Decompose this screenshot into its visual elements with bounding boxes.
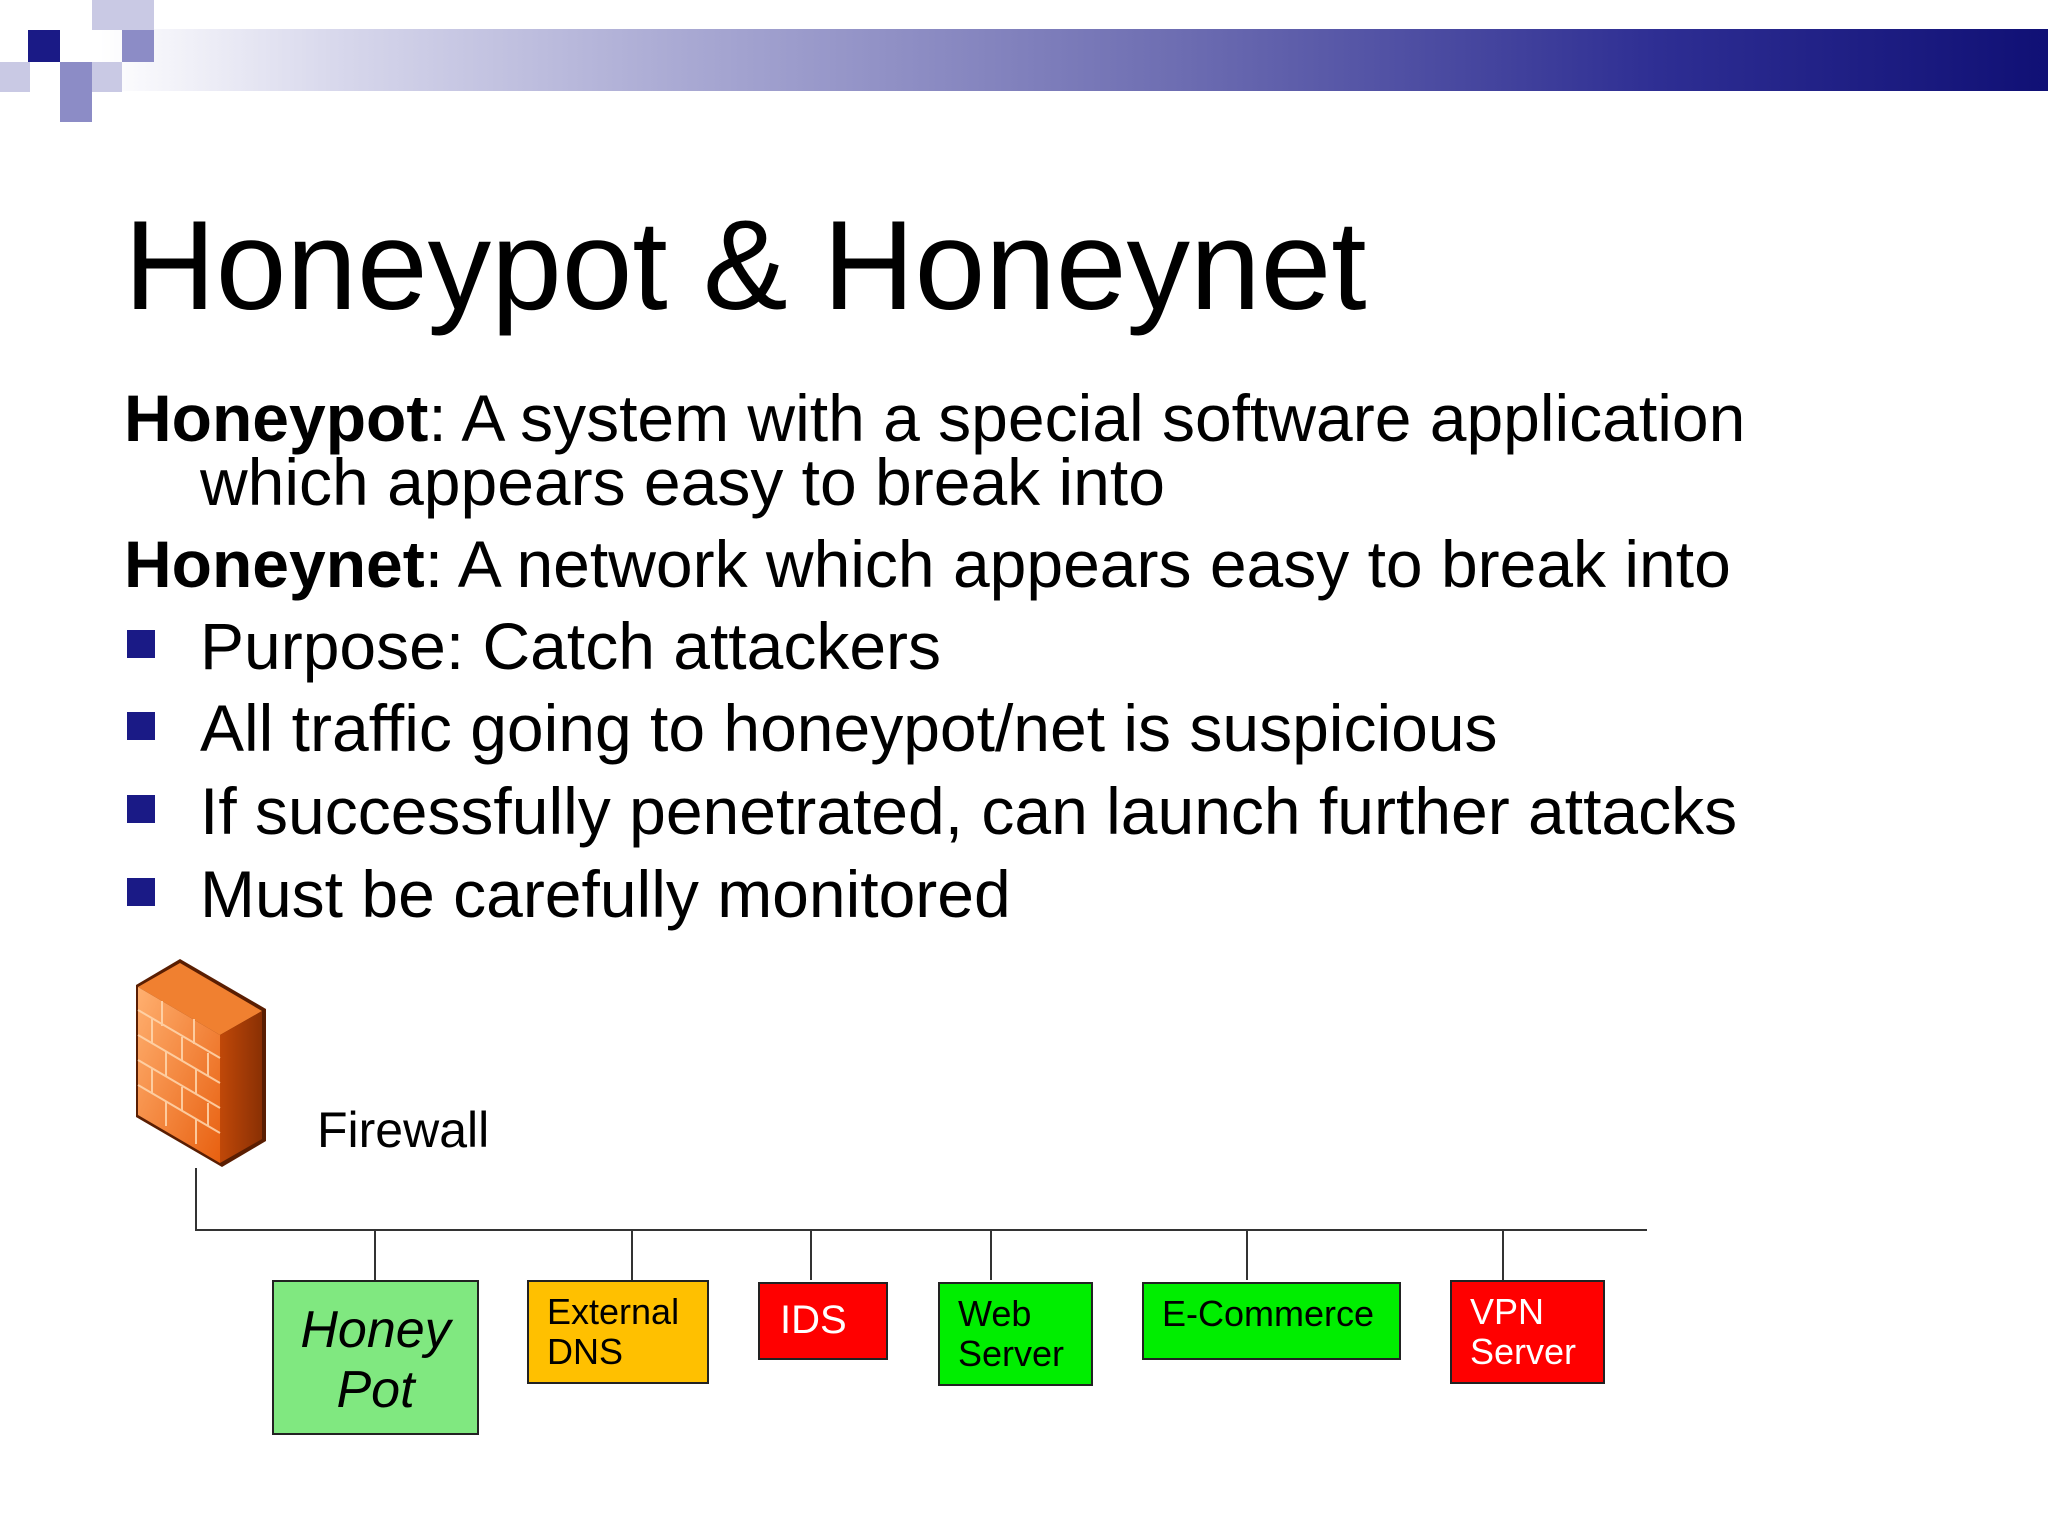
drop-line-dns <box>631 1229 633 1280</box>
honeypot-definition <box>124 381 1745 455</box>
ecommerce-node-label: E-Commerce <box>1162 1293 1375 1334</box>
external-dns-node <box>527 1280 709 1384</box>
honeynet-def-text: : A network which appears easy to break into <box>424 527 1731 601</box>
header-deco-square <box>60 92 92 122</box>
bullet-text: Must be carefully monitored <box>200 857 1011 931</box>
drop-line-honeypot <box>374 1229 376 1280</box>
drop-line-web <box>990 1229 992 1280</box>
header-deco-square <box>60 62 92 92</box>
drop-line-vpn <box>1502 1229 1504 1280</box>
external-dns-node-line2: DNS <box>547 1331 624 1372</box>
vpn-server-node-line1: VPN <box>1470 1291 1545 1332</box>
header-deco-square <box>92 62 122 92</box>
firewall-icon <box>132 955 272 1170</box>
bullet-text: Purpose: Catch attackers <box>200 609 942 683</box>
vpn-server-node-line2: Server <box>1470 1331 1577 1372</box>
slide-title: Honeypot & Honeynet <box>124 194 1367 336</box>
ids-node-label: IDS <box>780 1298 847 1342</box>
honeypot-definition-continued: which appears easy to break into <box>200 445 1165 519</box>
header-deco-square <box>122 30 154 62</box>
honeypot-node-line2: Pot <box>336 1361 415 1419</box>
bullet-text: All traffic going to honeypot/net is suspicious <box>200 691 1498 765</box>
ecommerce-node <box>1142 1282 1401 1360</box>
honeypot-node <box>272 1280 479 1435</box>
header-deco-square <box>0 62 30 92</box>
drop-line-ecommerce <box>1246 1229 1248 1280</box>
web-server-node-line1: Web <box>958 1293 1032 1334</box>
bullet-square-icon <box>127 878 155 906</box>
firewall-link-line <box>195 1168 197 1230</box>
external-dns-node-line1: External <box>547 1291 680 1332</box>
drop-line-ids <box>810 1229 812 1280</box>
honeypot-term: Honeypot <box>124 381 429 455</box>
header-deco-square <box>92 0 154 30</box>
web-server-node-line2: Server <box>958 1333 1065 1374</box>
bullet-square-icon <box>127 712 155 740</box>
honeypot-def-text: : A system with a special software application <box>428 381 1746 455</box>
header-deco-square <box>28 30 60 62</box>
bullet-text: If successfully penetrated, can launch further attacks <box>200 774 1738 848</box>
header-gradient-bar <box>100 29 2048 91</box>
honeynet-definition <box>124 527 1731 601</box>
network-bus-line <box>195 1229 1647 1231</box>
bullet-square-icon <box>127 630 155 658</box>
honeynet-term: Honeynet <box>124 527 425 601</box>
bullet-square-icon <box>127 795 155 823</box>
web-server-node <box>938 1282 1093 1386</box>
honeypot-node-line1: Honey <box>300 1301 451 1359</box>
firewall-label: Firewall <box>317 1102 490 1158</box>
ids-node <box>758 1282 888 1360</box>
vpn-server-node <box>1450 1280 1605 1384</box>
